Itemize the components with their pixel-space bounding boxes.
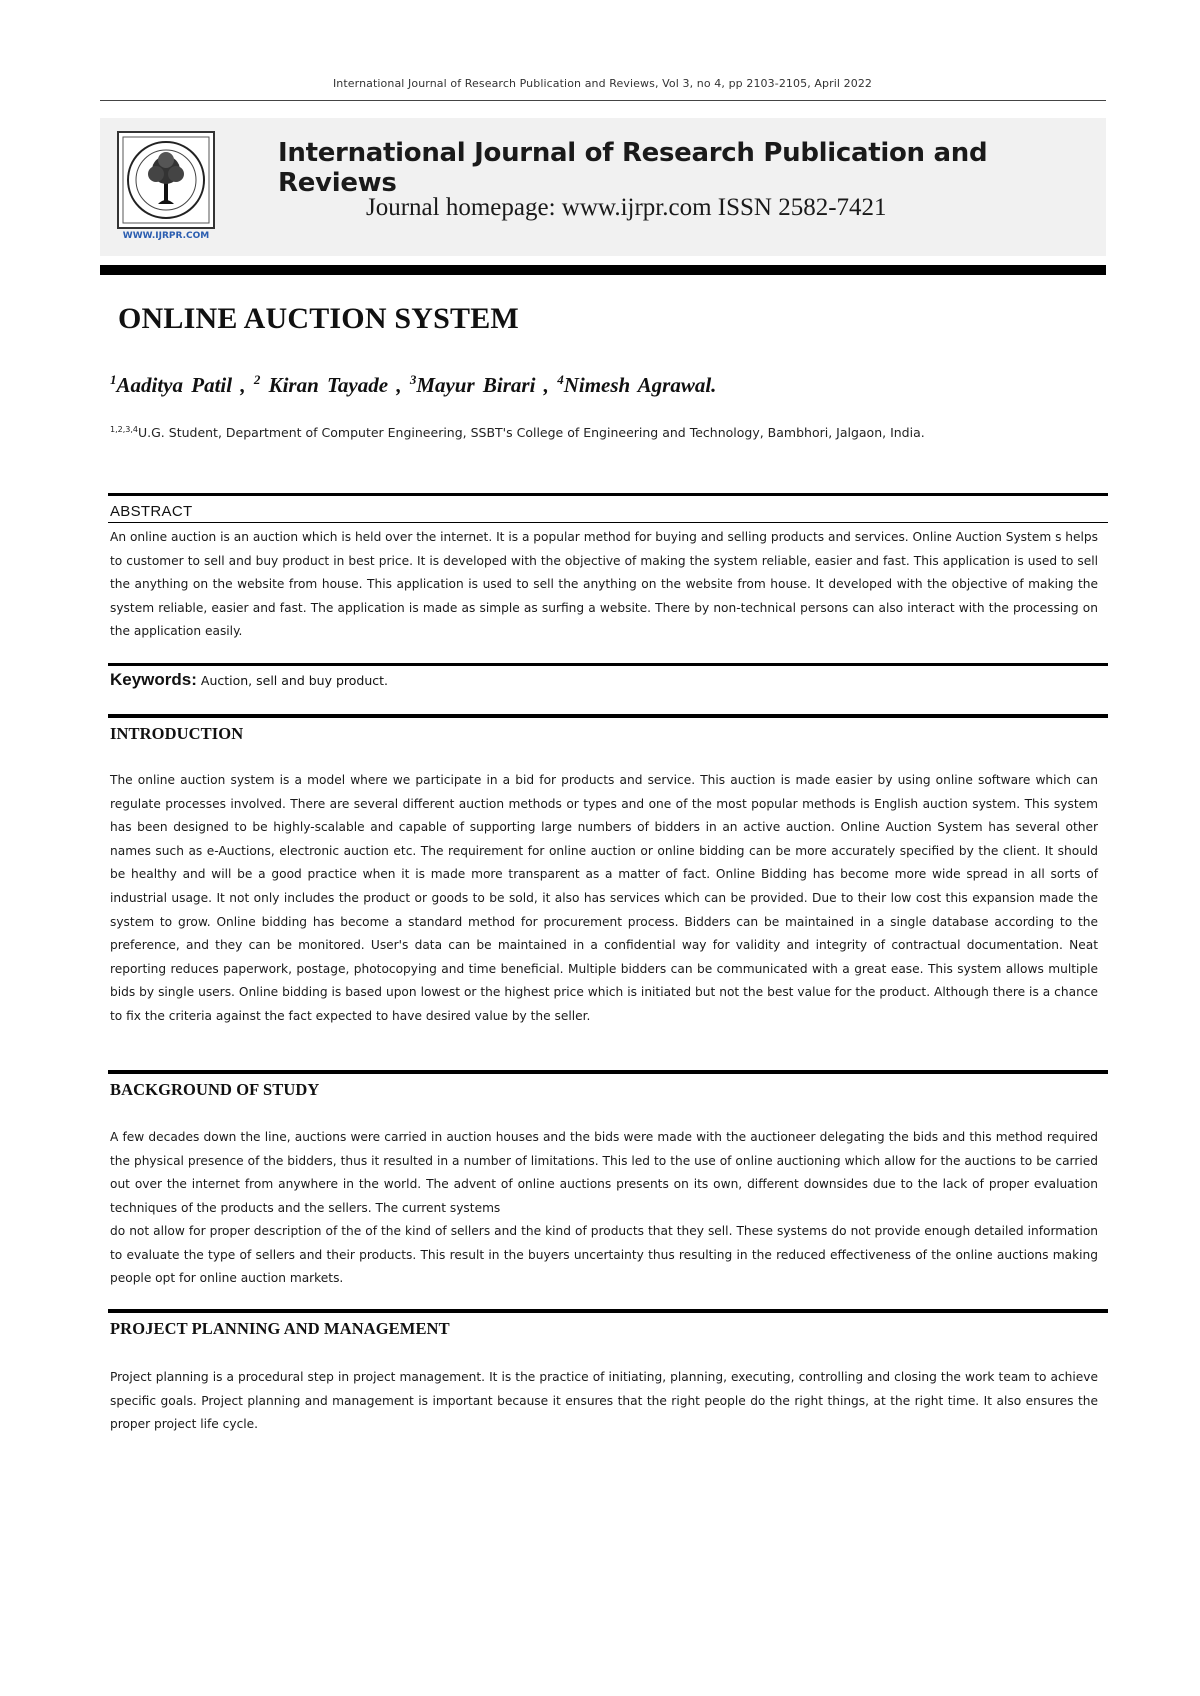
journal-logo-icon	[116, 130, 216, 242]
planning-rule	[108, 1309, 1108, 1313]
keywords-top-rule	[108, 663, 1108, 666]
keywords-label: Keywords:	[110, 670, 197, 689]
abstract-label: ABSTRACT	[110, 503, 193, 520]
affiliation-sup: 1,2,3,4	[110, 425, 138, 434]
masthead-divider	[100, 265, 1106, 275]
abstract-label-rule	[108, 522, 1108, 523]
author-4-sup: 4	[557, 372, 564, 387]
background-paragraph-2: do not allow for proper description of the of the kind of sellers and the kind of products that they sell. These systems do not provide enough detailed information to evaluate the type of sellers and their products. This result in the buyers uncertainty thus resulting in the reduced effectiveness of the online auctions making people opt for online auction markets.	[110, 1224, 1098, 1286]
journal-homepage-line: Journal homepage: www.ijrpr.com ISSN 2582-7421	[366, 194, 887, 221]
abstract-text: An online auction is an auction which is held over the internet. It is a popular method for buying and selling products and services. Online Auction System s helps to customer to sell and buy product in best price. It is developed with the objective of making the system reliable, easier and fast. This application is used to sell the anything on the website from house. This application is used to sell the anything on the website from house. It developed with the objective of making the system reliable, easier and fast. The application is made as simple as surfing a website. There by non-technical persons can also interact with the processing on the application easily.	[110, 530, 1098, 639]
introduction-heading: INTRODUCTION	[110, 724, 244, 743]
keywords-text: Auction, sell and buy product.	[196, 673, 389, 688]
abstract-top-rule	[108, 493, 1108, 496]
author-2-sup: 2	[253, 372, 261, 387]
planning-paragraph: Project planning is a procedural step in project management. It is the practice of initiating, planning, executing, controlling and closing the work team to achieve specific goals. Project planning and management is important because it ensures that the right people do the right things, at the right time. It also ensures the proper project life cycle.	[110, 1370, 1098, 1432]
author-3-sup: 3	[409, 372, 417, 387]
author-2-name: Kiran Tayade ,	[260, 373, 410, 397]
introduction-paragraph: The online auction system is a model where we participate in a bid for products and service. This auction is made easier by using online software which can regulate processes involved. There are several different auction methods or types and one of the most popular methods is English auction system. This system has been designed to be highly-scalable and capable of supporting large numbers of bidders in an active auction. Online Auction System has several other names such as e-Auctions, electronic auction etc. The requirement for online auction or online bidding can be more accurately specified by the client. It should be healthy and will be a good practice when it is made more transparent as a matter of fact. Online Bidding has become more wide spread in all sorts of industrial usage. It not only includes the product or goods to be sold, it also has services which can be provided. Due to their low cost this expansion made the system to grow. Online bidding has become a standard method for procurement process. Bidders can be maintained in a single database according to the preference, and they can be monitored. User's data can be maintained in a confidential way for validity and integrity of contractual documentation. Neat reporting reduces paperwork, postage, photocopying and time beneficial. Multiple bidders can be communicated with a great ease. This system allows multiple bids by single users. Online bidding is based upon lowest or the highest price which is initiated but not the best value for the product. Although there is a chance to fix the criteria against the fact expected to have desired value by the seller.	[110, 773, 1098, 1023]
svg-text:WWW.IJRPR.COM: WWW.IJRPR.COM	[122, 231, 210, 241]
author-list	[110, 372, 716, 398]
journal-masthead	[100, 118, 1106, 256]
author-1-name: Aaditya Patil ,	[116, 373, 254, 397]
affiliation-text: U.G. Student, Department of Computer Engineering, SSBT's College of Engineering and Technology, Bambhori, Jalgaon, India.	[138, 425, 925, 441]
background-paragraph-1: A few decades down the line, auctions were carried in auction houses and the bids were made with the auctioneer delegating the bids and this method required the physical presence of the bidders, thus it resulted in a number of limitations. This led to the use of online auctioning which allow for the auctions to be carried out over the internet from anywhere in the world. The advent of online auctions presents on its own, different downsides due to the lack of proper evaluation techniques of the products and the sellers. The current systems	[110, 1130, 1098, 1215]
keywords	[110, 670, 388, 690]
planning-heading: PROJECT PLANNING AND MANAGEMENT	[110, 1319, 450, 1338]
background-rule	[108, 1070, 1108, 1074]
journal-name: International Journal of Research Publication and Reviews	[278, 138, 988, 198]
author-4-name: Nimesh Agrawal.	[563, 373, 717, 397]
introduction-rule	[108, 714, 1108, 718]
paper-title: ONLINE AUCTION SYSTEM	[118, 302, 519, 335]
affiliation	[110, 425, 925, 440]
author-3-name: Mayur Birari ,	[416, 373, 558, 397]
header-rule	[100, 100, 1106, 101]
running-head: International Journal of Research Publication and Reviews, Vol 3, no 4, pp 2103-2105, April 2022	[332, 77, 873, 90]
author-1-sup: 1	[110, 372, 117, 387]
background-heading: BACKGROUND OF STUDY	[110, 1080, 320, 1099]
